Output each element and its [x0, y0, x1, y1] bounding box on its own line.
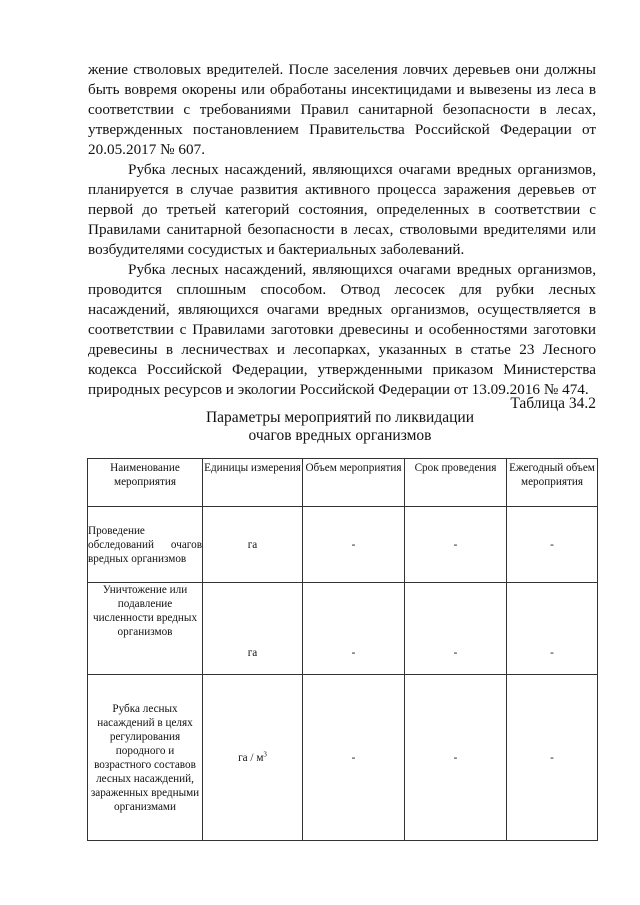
term-cell: -: [405, 675, 507, 841]
header-cell: Наименование мероприятия: [88, 459, 203, 507]
unit-text: га: [247, 538, 258, 551]
unit-text: га / м: [238, 751, 264, 764]
header-cell: Единицы измерения: [203, 459, 303, 507]
header-cell: Ежегодный объем мероприятия: [507, 459, 598, 507]
paragraph: жение стволовых вредителей. После заселения ловчих деревьев они должны быть вовремя окорены или обработаны инсектицидами и вывезены из леса в соответствии с требованиями Правил санитарной безопасности в лесах, утвержденных постановлением Правительства Российской Федерации от 20.05.2017 № 607.: [88, 61, 596, 158]
table-row: [88, 507, 598, 583]
header-cell: Срок проведения: [405, 459, 507, 507]
term-cell: -: [405, 507, 507, 583]
annual-volume-cell: -: [507, 583, 598, 675]
volume-cell: -: [303, 507, 405, 583]
table-header-row: [88, 459, 598, 507]
body-text: [88, 60, 596, 400]
unit-exponent: 3: [263, 749, 267, 758]
table-title-line: очагов вредных организмов: [248, 427, 432, 444]
activity-name-cell: Рубка лесных насаждений в целях регулирования породного и возрастного составов лесных насаждений, зараженных вредными организмами: [88, 675, 203, 841]
unit-cell: [203, 507, 303, 583]
unit-cell: [203, 583, 303, 675]
header-cell: Объем мероприятия: [303, 459, 405, 507]
term-cell: -: [405, 583, 507, 675]
paragraph: Рубка лесных насаждений, являющихся очагами вредных организмов, планируется в случае развития активного процесса заражения деревьев от первой до третьей категорий состояния, определенных в соответствии с Правилами санитарной безопасности в лесах, стволовыми вредителями или возбудителями сосудистых и бактериальных заболеваний.: [88, 161, 596, 258]
table-number: Таблица 34.2: [510, 395, 596, 412]
measures-table: [87, 458, 598, 841]
volume-cell: -: [303, 583, 405, 675]
volume-cell: -: [303, 675, 405, 841]
activity-name-cell: Проведение обследований очагов вредных организмов: [88, 507, 203, 583]
table-title-line: Параметры мероприятий по ликвидации: [205, 409, 475, 426]
unit-cell: [203, 675, 303, 841]
paragraph: Рубка лесных насаждений, являющихся очагами вредных организмов, проводится сплошным способом. Отвод лесосек для рубки лесных насаждений, являющихся очагами вредных организмов, осуществляется в соответствии с Правилами заготовки древесины и особенностями заготовки древесины в лесничествах и лесопарках, указанных в статье 23 Лесного кодекса Российской Федерации, утвержденными приказом Министерства природных ресурсов и экологии Российской Федерации от 13.09.2016 № 474.: [88, 261, 596, 398]
annual-volume-cell: -: [507, 675, 598, 841]
annual-volume-cell: -: [507, 507, 598, 583]
table-row: [88, 583, 598, 675]
table-row: [88, 675, 598, 841]
activity-name-cell: Уничтожение или подавление численности вредных организмов: [88, 583, 203, 675]
table-title: [150, 409, 530, 445]
unit-text: га: [247, 647, 258, 659]
